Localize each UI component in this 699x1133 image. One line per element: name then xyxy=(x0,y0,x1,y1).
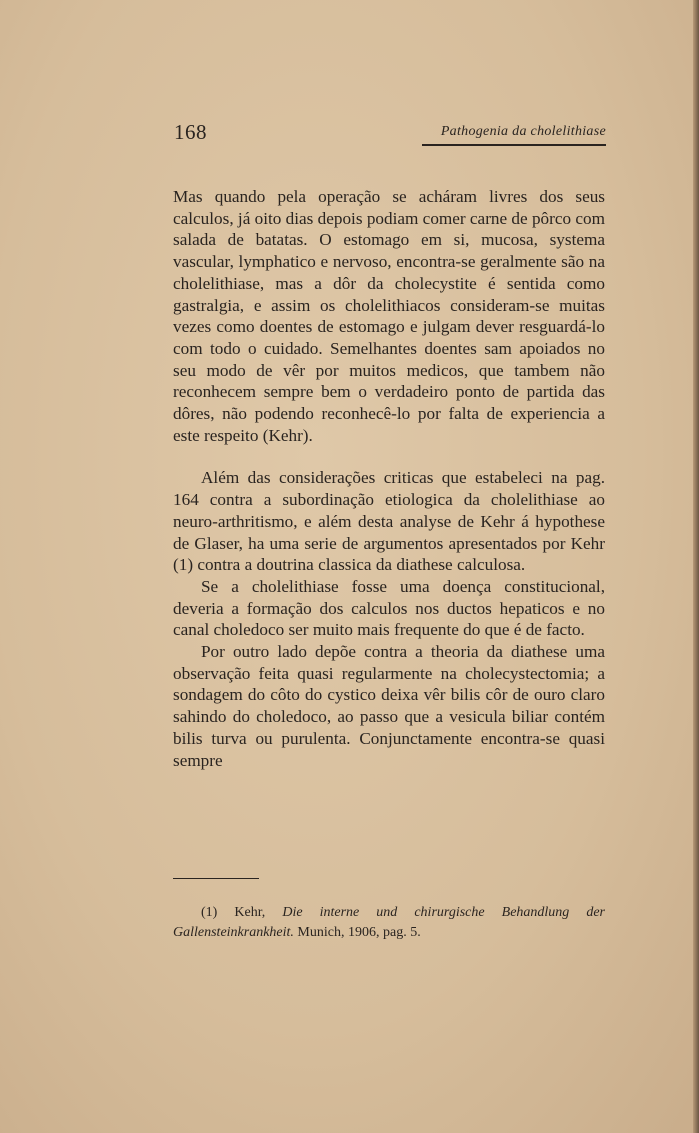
paragraph-2: Além das considerações criticas que estabeleci na pag. 164 contra a subordinação etiologica da cholelithiase ao neuro-arthritismo, e além desta analyse de Kehr á hypothese de Glaser, ha uma serie de argumentos apresentados por Kehr (1) contra a doutrina classica da diathese calculosa. xyxy=(173,468,605,575)
footnote-rule xyxy=(173,878,259,879)
running-title: Pathogenia da cholelithiase xyxy=(440,124,606,139)
footnote-marker: (1) Kehr, xyxy=(201,905,283,920)
footnote xyxy=(173,903,605,943)
footnote-title: Die interne und chirurgische Behandlung der Gallensteinkrankheit. xyxy=(173,905,605,940)
page-header xyxy=(174,118,606,148)
header-rule xyxy=(422,144,606,146)
page-edge-shadow xyxy=(693,0,699,1133)
body-text xyxy=(173,186,605,771)
footnote-rest: Munich, 1906, pag. 5. xyxy=(293,925,421,940)
paragraph-4: Por outro lado depõe contra a theoria da diathese uma observação feita quasi regularmente na cholecystectomia; a sondagem do côto do cystico deixa vêr bilis côr de ouro claro sahindo do choledoco, ao passo que a vesicula biliar contém bilis turva ou purulenta. Conjunctamente encontra-se quasi sempre xyxy=(173,642,605,770)
paragraph-3: Se a cholelithiase fosse uma doença constitucional, deveria a formação dos calculos nos ductos hepaticos e no canal choledoco ser muito mais frequente do que é de facto. xyxy=(173,576,605,640)
paragraph-gap xyxy=(173,446,605,467)
page-number: 168 xyxy=(174,120,207,144)
paragraph-1: Mas quando pela operação se acháram livres dos seus calculos, já oito dias depois podiam comer carne de pôrco com salada de batatas. O estomago em si, mucosa, systema vascular, lymphatico e nervoso, encontra-se geralmente são na cholelithiase, mas a dôr da cholecystite é sentida como gastralgia, e assim os cholelithiacos consideram-se muitas vezes como doentes de estomago e julgam dever resguardá-lo com todo o cuidado. Semelhantes doentes sam apoiados no seu modo de vêr por muitos medicos, que tambem não reconhecem sempre bem o verdadeiro ponto de partida das dôres, não podendo reconhecê-lo por falta de experiencia a este respeito (Kehr). xyxy=(173,187,605,445)
